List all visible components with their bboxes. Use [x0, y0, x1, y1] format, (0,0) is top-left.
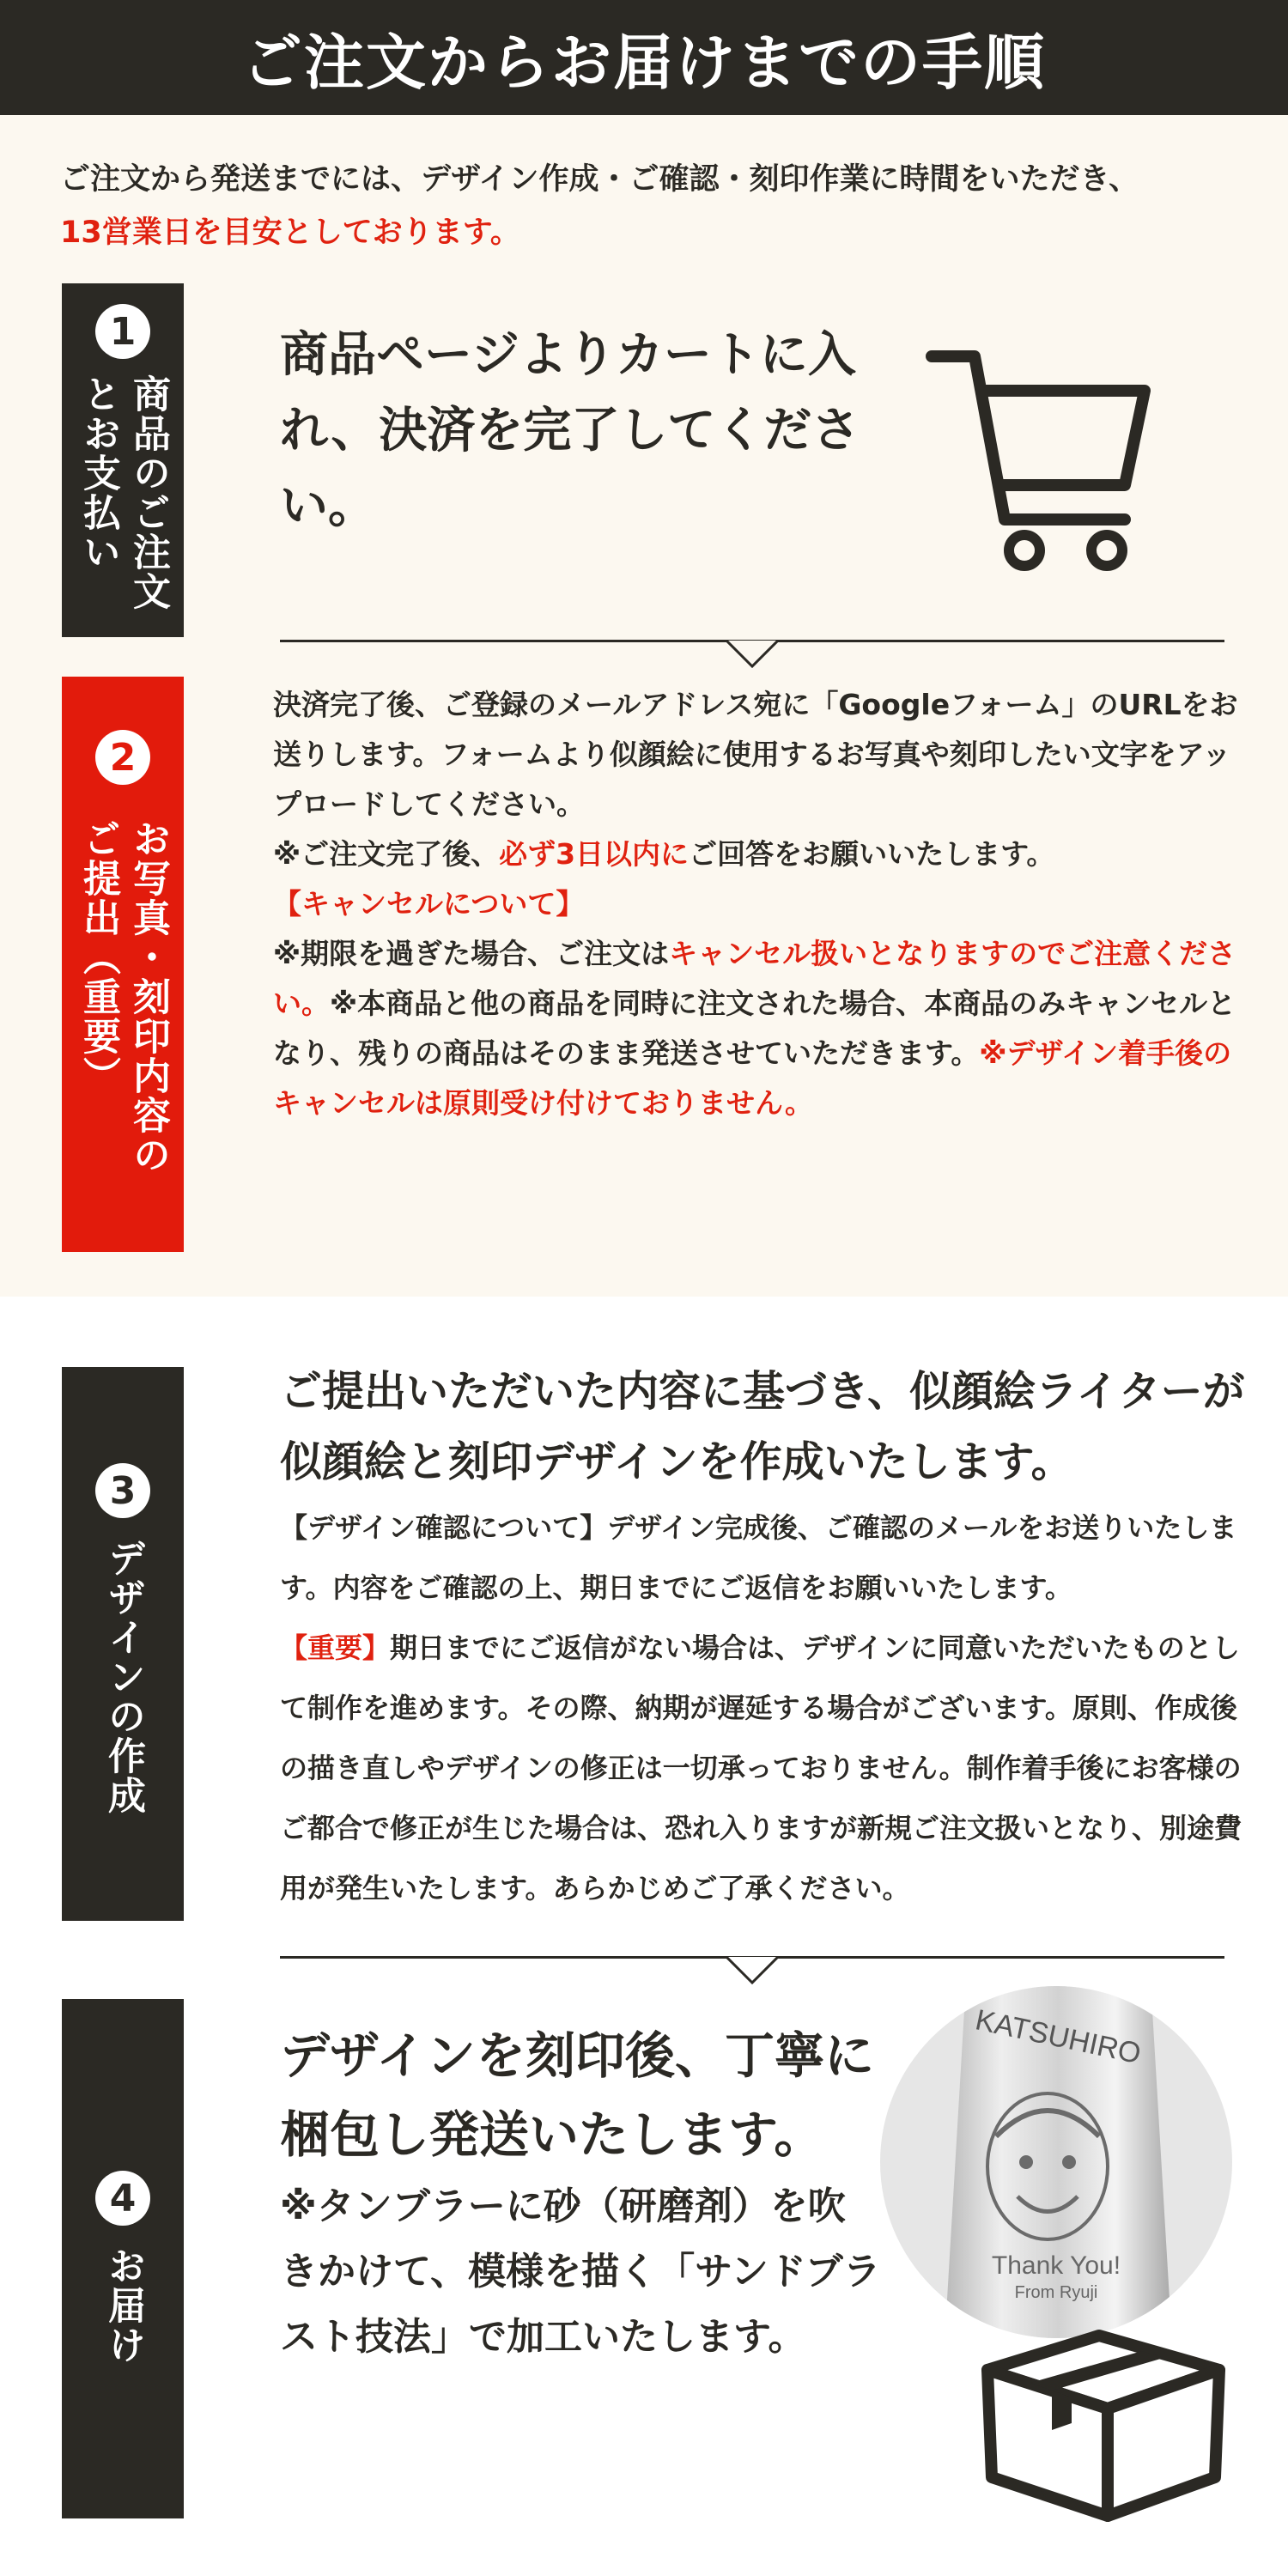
step-3-number: 3 [95, 1463, 150, 1518]
step-2-title [73, 819, 173, 1175]
step-1-title-line1: 商品のご注文 [126, 374, 170, 611]
step-2-number: 2 [95, 730, 150, 785]
cancel-pre: ※期限を過ぎた場合、ご注文は [273, 937, 670, 970]
step-3-content [280, 1357, 1245, 1918]
step-4-content [280, 2016, 881, 2370]
step-4-title: お届け [101, 2246, 145, 2365]
photo-name: KATSUHIRO [972, 2003, 1145, 2071]
note-deadline: 必ず3日以内に [499, 837, 690, 871]
box-icon [970, 2301, 1236, 2529]
step-1-title-line2: とお支払い [76, 374, 120, 572]
note-post: ご回答をお願いいたします。 [689, 837, 1055, 871]
divider-notch [726, 641, 778, 668]
photo-message: Thank You! [991, 2251, 1121, 2280]
cancel-red: キャンセル扱いとなりますのでご注意ください。 [273, 937, 1236, 1020]
step-4-heading: デザインを刻印後、丁寧に梱包し発送いたします。 [280, 2026, 874, 2164]
cancel-red2: ※デザイン着手後のキャンセルは原則受け付けておりません。 [273, 1036, 1232, 1120]
important-label: 【重要】 [280, 1631, 391, 1664]
header-bar [0, 0, 1288, 115]
step-3-important [280, 1618, 1245, 1918]
intro-text [60, 153, 1245, 259]
cart-icon [923, 339, 1155, 580]
divider-notch-2 [726, 1957, 778, 1984]
step-2-label [62, 677, 184, 1252]
note-pre: ※ご注文完了後、 [273, 837, 500, 871]
step-2-body [273, 680, 1243, 1128]
cancel-title: 【キャンセルについて】 [273, 887, 585, 920]
intro-main: ご注文から発送までには、デザイン作成・ご確認・刻印作業に時間をいただき、 [60, 162, 1139, 197]
step-2-title-line2: ご提出（重要） [76, 819, 120, 1096]
step-3-title: デザインの作成 [101, 1539, 145, 1815]
tumbler-photo [876, 1982, 1236, 2342]
step-4-sub: ※タンブラーに砂（研磨剤）を吹きかけて、模様を描く「サンドブラスト技法」で加工いたします。 [280, 2184, 881, 2359]
step-4-label [62, 1999, 184, 2518]
step-2-note [273, 829, 1243, 879]
cancel-mid: ※本商品と他の商品を同時に注文された場合、本商品のみキャンセルとなり、残りの商品はそのまま発送させていただきます。 [273, 987, 1236, 1070]
step-3-heading: ご提出いただいた内容に基づき、似顔絵ライターが似顔絵と刻印デザインを作成いたします。 [280, 1367, 1245, 1486]
step-1-title [73, 374, 173, 611]
intro-highlight: 13営業日を目安としております。 [60, 216, 520, 250]
photo-from: From Ryuji [1014, 2283, 1098, 2302]
step-1-number: 1 [95, 304, 150, 359]
step-2-para1: 決済完了後、ご登録のメールアドレス宛に「Googleフォーム」のURLをお送りします。フォームより似顔絵に使用するお写真や刻印したい文字をアップロードしてください。 [273, 688, 1238, 821]
step-2-title-line1: お写真・刻印内容の [126, 819, 170, 1175]
cancel-text [273, 929, 1243, 1128]
step-3-confirm: 【デザイン確認について】デザイン完成後、ご確認のメールをお送りいたします。内容をご確認の上、期日までにご返信をお願いいたします。 [280, 1511, 1237, 1604]
page-title: ご注文からお届けまでの手順 [242, 27, 1046, 98]
step-1-heading: 商品ページよりカートに入れ、決済を完了してください。 [280, 327, 860, 534]
step-3-label [62, 1367, 184, 1921]
step-1-label [62, 283, 184, 637]
step-4-number: 4 [95, 2171, 150, 2226]
important-text: 期日までにご返信がない場合は、デザインに同意いただいたものとして制作を進めます。その際、納期が遅延する場合がございます。原則、作成後の描き直しやデザインの修正は一切承っておりません。制作着手後にお客様のご都合で修正が生じた場合は、恐れ入りますが新規ご注文扱いとなり、別途費用が発生いたします。あらかじめご了承ください。 [280, 1631, 1242, 1905]
